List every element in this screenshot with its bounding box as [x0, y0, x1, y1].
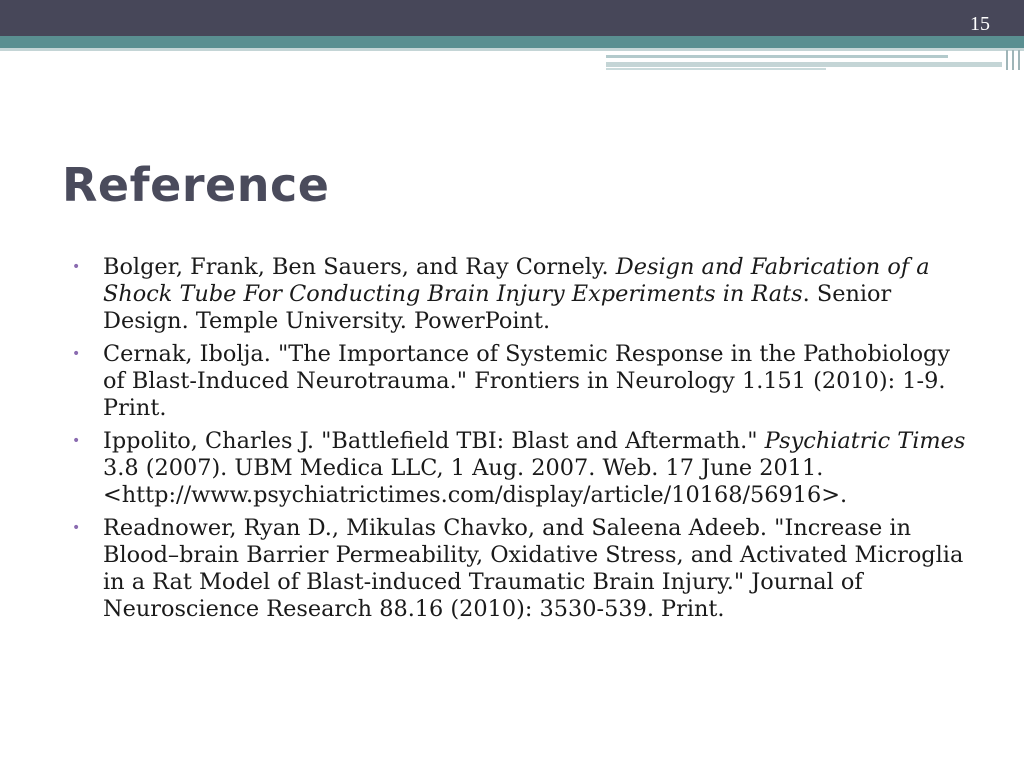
reference-list [72, 254, 972, 629]
decorative-vertical-lines [1004, 50, 1024, 70]
reference-italic-title: Design and Fabrication of a Shock Tube For Conducting Brain Injury Experiments in Rats [103, 254, 930, 307]
reference-text: Ippolito, Charles J. "Battlefield TBI: Blast and Aftermath." Psychiatric Times 3.8 (2007). UBM Medica LLC, 1 Aug. 2007. Web. 17 June 2011. <http://www.psychiatrictimes.com/display/article/10168/56916>. [103, 428, 966, 508]
header-accent-line [0, 48, 1024, 51]
decorative-rule [606, 62, 1002, 67]
header-accent-band [0, 36, 1024, 48]
header-bar [0, 0, 1024, 36]
decorative-rule [606, 68, 826, 70]
bullet-icon: • [72, 259, 81, 275]
bullet-icon: • [72, 346, 81, 362]
bullet-icon: • [72, 433, 81, 449]
list-item [72, 428, 972, 509]
reference-text: Readnower, Ryan D., Mikulas Chavko, and Saleena Adeeb. "Increase in Blood–brain Barrier Permeability, Oxidative Stress, and Activated Microglia in a Rat Model of Blast-induced Traumatic Brain Injury." Journal of Neuroscience Research 88.16 (2010): 3530-539. Print. [103, 515, 964, 622]
page-title: Reference [62, 158, 330, 212]
decorative-rule [606, 55, 948, 58]
bullet-icon: • [72, 520, 81, 536]
reference-text: Bolger, Frank, Ben Sauers, and Ray Cornely. Design and Fabrication of a Shock Tube For Conducting Brain Injury Experiments in Rats. Senior Design. Temple University. PowerPoint. [103, 254, 930, 334]
list-item [72, 341, 972, 422]
slide-number: 15 [970, 13, 990, 35]
reference-italic-title: Psychiatric Times [764, 428, 966, 454]
reference-text: Cernak, Ibolja. "The Importance of Systemic Response in the Pathobiology of Blast-Induced Neurotrauma." Frontiers in Neurology 1.151 (2010): 1-9. Print. [103, 341, 951, 421]
list-item [72, 254, 972, 335]
list-item [72, 515, 972, 623]
